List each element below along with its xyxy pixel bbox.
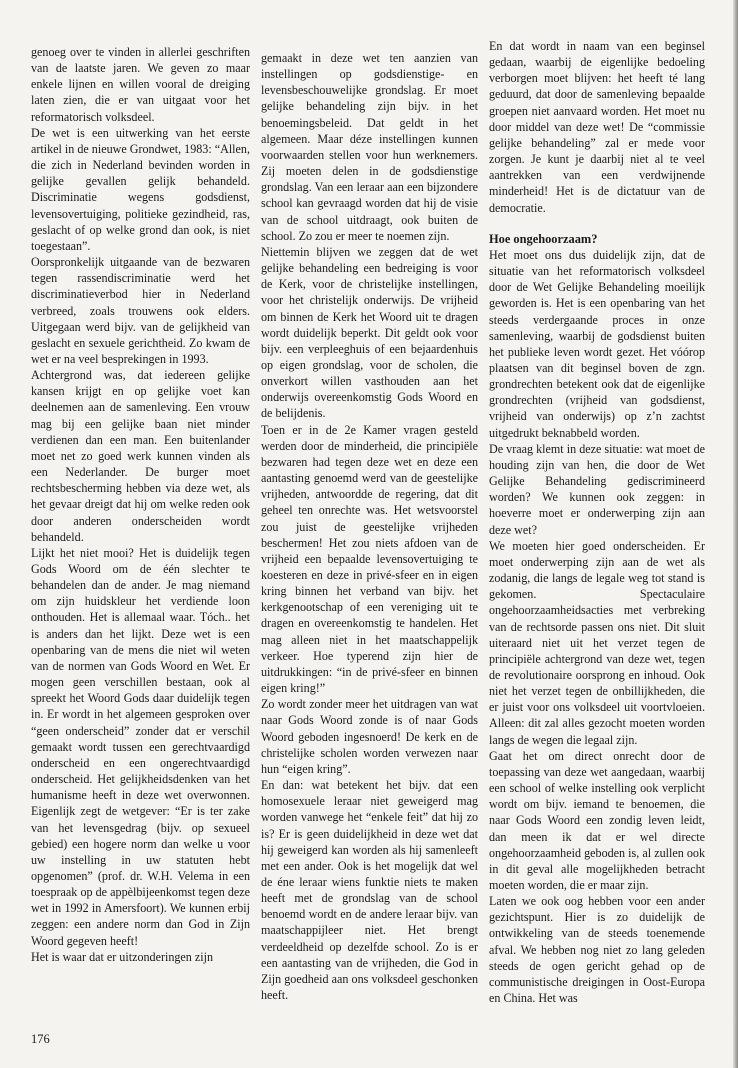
paragraph: De vraag klemt in deze situatie: wat moet de houding zijn van hen, die door de Wet Gelijke Behandeling gediscrimineerd worden? We kunnen ook zeggen: in hoeverre moet er onderwerping zijn aan deze wet? (489, 441, 705, 537)
paragraph: Oorspronkelijk uitgaande van de bezwaren tegen rassendiscriminatie werd het discriminatieverbod hier in Nederland verbreed, zoals trouwens ook elders. Uitgegaan werd bijv. van de gelijkheid van geslacht en sexuele gerichtheid. Zo kwam de wet er na veel besprekingen in 1993. (31, 255, 250, 366)
section-spacer (489, 216, 705, 231)
paragraph: Het moet ons dus duidelijk zijn, dat de situatie van het reformatorisch volksdeel door de Wet Gelijke Behandeling moeilijk geworden is. Het is een openbaring van het steeds verdergaande proces in onze samenleving, waarbij de godsdienst buiten het publieke leven wordt gezet. Het vóórop plaatsen van dit beginsel boven de zgn. grondrechten betekent ook dat de eigenlijke grondrechten (vrijheid van godsdienst, vrijheid van onderwijs) op z’n zachtst uitgedrukt beknabbeld worden. (489, 247, 705, 440)
paragraph: Laten we ook oog hebben voor een ander gezichtspunt. Hier is zo duidelijk de ontwikkeling van de steeds toenemende afval. We hebben nog niet zo lang geleden steeds de ogen gericht gehad op de communistische dreigingen in Oost-Europa en China. Het was (489, 894, 705, 1006)
paragraph: Gaat het om direct onrecht door de toepassing van deze wet aangedaan, waarbij een school of welke instelling ook verplicht wordt om bijv. iemand te benoemen, die naar Gods Woord een zondig leven leidt, dan meen ik dat er wel directe ongehoorzaamheid geboden is, al zullen ook in dit geval alle mogelijkheden betracht moeten worden, die er maar zijn. (489, 748, 705, 893)
text-column-3 (489, 38, 705, 1006)
page-number: 176 (31, 1032, 50, 1046)
text-column-2 (261, 50, 478, 1003)
paragraph: De wet is een uitwerking van het eerste artikel in de nieuwe Grondwet, 1983: “Allen, die zich in Nederland bevinden worden in gelijke gevallen gelijk behandeld. Discriminatie wegens godsdienst, levensovertuiging, politieke gezindheid, ras, geslacht of op welke grond dan ook, is niet toegestaan”. (31, 125, 250, 253)
paragraph: gemaakt in deze wet ten aanzien van instellingen op godsdienstige- en levensbeschouwelijke grondslag. Er moet gelijke behandeling zijn bijv. in het benoemingsbeleid. Dat geldt in het algemeen. Maar déze instellingen kunnen voorwaarden stellen voor hun werknemers. Zij moeten delen in de godsdienstige grondslag. Van een leraar aan een bijzondere school kan gevraagd worden dat hij de visie van de school uitdraagt, ook buiten de school. Zo zou er meer te noemen zijn. (261, 51, 478, 243)
page-edge-shadow (733, 0, 738, 1068)
paragraph: Lijkt het niet mooi? Het is duidelijk tegen Gods Woord om de één slechter te behandelen dan de ander. Je mag niemand om zijn huidskleur het verdiende loon onthouden. Het is allemaal waar. Tóch.. het is anders dan het lijkt. Deze wet is een openbaring van de mens die niet wil weten van de normen van Gods Woord en Wet. Er mogen geen verschillen bestaan, ook al spreekt het Woord Gods daar duidelijk tegen in. Er wordt in het algemeen gesproken over “geen onderscheid” zonder dat er verschil gemaakt wordt tussen een gerechtvaardigd onderscheid en een ongerechtvaardigd onderscheid. Het gelijkheidsdenken van het humanisme heeft in deze wet overwonnen. Eigenlijk zegt de wetgever: “Er is ter zake van het levensgedrag (bijv. op sexueel gebied) een hogere norm dan welke u voor uw instelling in uw statuten hebt opgenomen” (prof. dr. W.H. Velema in een toespraak op de appèlbijeenkomst tegen deze wet in 1992 in Amersfoort). We kunnen erbij zeggen: een andere norm dan God in Zijn Woord gegeven heeft! (31, 545, 250, 948)
paragraph: Niettemin blijven we zeggen dat de wet gelijke behandeling een bedreiging is voor de Kerk, voor de christelijke instellingen, voor het christelijk onderwijs. De vrijheid om binnen de Kerk het Woord uit te dragen wordt duidelijk beperkt. Dit geldt ook voor bijv. een verpleeghuis of een bejaardenhuis op eigen grondslag, voor de scholen, die onverkort willen vasthouden aan het onderwijs overeenkomstig Gods Woord en de belijdenis. (261, 244, 478, 421)
paragraph: genoeg over te vinden in allerlei geschriften van de laatste jaren. We geven zo maar enkele lijnen en willen vooral de dreiging laten zien, die er van uitgaat voor het reformatorisch volksdeel. (31, 45, 250, 124)
text-column-1 (31, 44, 250, 965)
paragraph: Achtergrond was, dat iedereen gelijke kansen krijgt en op gelijke voet kan deelnemen aan de samenleving. Een vrouw mag bij een gelijke baan niet minder verdienen dan een man. Een buitenlander moet net zo goed werk kunnen vinden als een Nederlander. De burger moet rechtsbescherming hebben via deze wet, als het gevaar dreigt dat hij om welke reden ook door anderen onderscheiden wordt behandeld. (31, 368, 250, 544)
paragraph: Toen er in de 2e Kamer vragen gesteld werden door de minderheid, die principiële bezwaren had tegen deze wet en deze een aantasting genoemd werd van de geestelijke vrijheden, antwoordde de regering, dat dit geheel ten onrechte was. Het wetsvoorstel zou juist de geestelijke vrijheden beschermen! Het zou niets afdoen van de vrijheid een bepaalde levensovertuiging te koesteren en deze in privé-sfeer en in eigen kring binnen het verband van bijv. het kerkgenootschap of een vereniging uit te dragen en overeenkomstig te handelen. Het mag alleen niet in het maatschappelijk verkeer. Hoe typerend zijn hier de uitdrukkingen: “in de privé-sfeer en binnen eigen kring!” (261, 422, 478, 696)
paragraph: En dat wordt in naam van een beginsel gedaan, waarbij de eigenlijke bedoeling verborgen moet blijven: het heeft té lang geduurd, dat door de samenleving bepaalde groepen niet aanvaard worden. Het moet nu door middel van deze wet! De “commissie gelijke behandeling” zal er mede voor zorgen. Je kunt je daarbij niet al te veel aantrekken van een verdwijnende minderheid! Het is de dictatuur van de democratie. (489, 39, 705, 215)
paragraph: Het is waar dat er uitzonderingen zijn (31, 949, 214, 964)
paragraph: En dan: wat betekent het bijv. dat een homosexuele leraar niet geweigerd mag worden vanwege het “enkele feit” dat hij zo is? Er is geen duidelijkheid in deze wet dat hij geweigerd kan worden als hij samenleeft met een ander. Ook is het mogelijk dat wel de éne leraar wiens funktie niets te maken heeft met de grondslag van de school benoemd wordt en de andere leraar bijv. van maatschappijleer niet. Het brengt verdeeldheid op dezelfde school. Zo is er een aantasting van de vrijheden, die God in Zijn goedheid aan ons volksdeel geschonken heeft. (261, 778, 478, 1003)
section-heading: Hoe ongehoorzaam? (489, 231, 598, 246)
paragraph: We moeten hier goed onderscheiden. Er moet onderwerping zijn aan de wet als zodanig, die langs de legale weg tot stand is gekomen. Spectaculaire ongehoorzaamheidsacties met verbreking van de rechtsorde passen ons niet. Dit sluit uiteraard niet uit het verzet tegen de principiële achtergrond van deze wet, tegen de revolutionaire oorsprong en inhoud. Ook niet het verzet tegen de onbillijkheden, die er juist voor ons volksdeel uit voortvloeien. Alleen: dit zal alles gezocht moeten worden langs de wegen die legaal zijn. (489, 538, 705, 747)
paragraph: Zo wordt zonder meer het uitdragen van wat naar Gods Woord zonde is of naar Gods Woord geboden ingesnoerd! De kerk en de christelijke scholen worden verwezen naar hun “eigen kring”. (261, 697, 478, 776)
